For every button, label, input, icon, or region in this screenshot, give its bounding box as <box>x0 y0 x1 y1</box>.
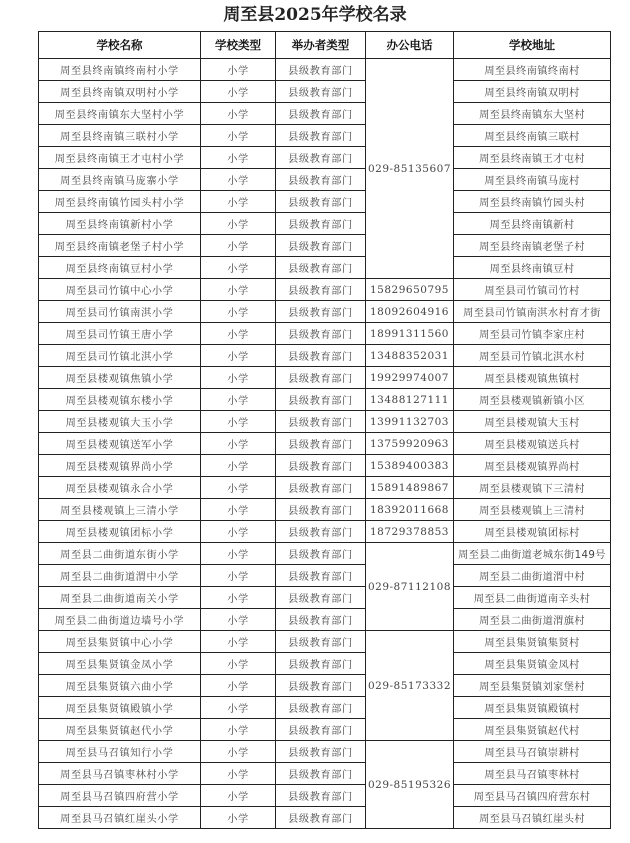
school-name-cell: 周至县楼观镇送军小学 <box>39 433 201 455</box>
sponsor-type-cell: 县级教育部门 <box>276 477 366 499</box>
school-name-cell: 周至县集贤镇金凤小学 <box>39 653 201 675</box>
sponsor-type-cell: 县级教育部门 <box>276 455 366 477</box>
school-name-cell: 周至县集贤镇六曲小学 <box>39 675 201 697</box>
sponsor-type-cell: 县级教育部门 <box>276 521 366 543</box>
school-address-cell: 周至县楼观镇送兵村 <box>454 433 611 455</box>
school-address-cell: 周至县司竹镇司竹村 <box>454 279 611 301</box>
school-name-cell: 周至县集贤镇殿镇小学 <box>39 697 201 719</box>
table-row <box>39 213 611 235</box>
sponsor-type-cell: 县级教育部门 <box>276 257 366 279</box>
school-type-cell: 小学 <box>201 763 276 785</box>
school-address-cell: 周至县集贤镇赵代村 <box>454 719 611 741</box>
school-type-cell: 小学 <box>201 741 276 763</box>
school-type-cell: 小学 <box>201 719 276 741</box>
sponsor-type-cell: 县级教育部门 <box>276 499 366 521</box>
school-name-cell: 周至县终南镇王才屯村小学 <box>39 147 201 169</box>
sponsor-type-cell: 县级教育部门 <box>276 301 366 323</box>
table-row <box>39 59 611 81</box>
school-type-cell: 小学 <box>201 609 276 631</box>
school-address-cell: 周至县楼观镇界尚村 <box>454 455 611 477</box>
school-name-cell: 周至县马召镇枣林村小学 <box>39 763 201 785</box>
sponsor-type-cell: 县级教育部门 <box>276 213 366 235</box>
sponsor-type-cell: 县级教育部门 <box>276 367 366 389</box>
office-phone-cell: 19929974007 <box>366 367 454 389</box>
sponsor-type-cell: 县级教育部门 <box>276 345 366 367</box>
school-address-cell: 周至县集贤镇殿镇村 <box>454 697 611 719</box>
table-row <box>39 301 611 323</box>
school-type-cell: 小学 <box>201 389 276 411</box>
table-row <box>39 587 611 609</box>
table-row <box>39 191 611 213</box>
header-sponsor-type: 举办者类型 <box>276 32 366 59</box>
table-row <box>39 103 611 125</box>
school-address-cell: 周至县终南镇豆村 <box>454 257 611 279</box>
sponsor-type-cell: 县级教育部门 <box>276 763 366 785</box>
school-name-cell: 周至县二曲街道东街小学 <box>39 543 201 565</box>
sponsor-type-cell: 县级教育部门 <box>276 697 366 719</box>
school-type-cell: 小学 <box>201 191 276 213</box>
school-name-cell: 周至县司竹镇北淇小学 <box>39 345 201 367</box>
school-type-cell: 小学 <box>201 257 276 279</box>
school-address-cell: 周至县楼观镇下三清村 <box>454 477 611 499</box>
table-row <box>39 433 611 455</box>
table-row <box>39 543 611 565</box>
school-address-cell: 周至县马召镇红崖头村 <box>454 807 611 829</box>
school-type-cell: 小学 <box>201 631 276 653</box>
table-row <box>39 323 611 345</box>
school-name-cell: 周至县终南镇新村小学 <box>39 213 201 235</box>
school-name-cell: 周至县二曲街道边墙号小学 <box>39 609 201 631</box>
school-name-cell: 周至县集贤镇中心小学 <box>39 631 201 653</box>
school-address-cell: 周至县马召镇崇耕村 <box>454 741 611 763</box>
school-address-cell: 周至县终南镇王才屯村 <box>454 147 611 169</box>
header-school-type: 学校类型 <box>201 32 276 59</box>
school-name-cell: 周至县司竹镇南淇小学 <box>39 301 201 323</box>
table-row <box>39 235 611 257</box>
school-type-cell: 小学 <box>201 235 276 257</box>
table-row <box>39 521 611 543</box>
sponsor-type-cell: 县级教育部门 <box>276 719 366 741</box>
school-name-cell: 周至县终南镇老堡子村小学 <box>39 235 201 257</box>
table-row <box>39 763 611 785</box>
table-row <box>39 367 611 389</box>
sponsor-type-cell: 县级教育部门 <box>276 103 366 125</box>
sponsor-type-cell: 县级教育部门 <box>276 675 366 697</box>
school-address-cell: 周至县马召镇四府营东村 <box>454 785 611 807</box>
school-address-cell: 周至县终南镇新村 <box>454 213 611 235</box>
office-phone-cell: 13759920963 <box>366 433 454 455</box>
table-row <box>39 279 611 301</box>
school-address-cell: 周至县终南镇老堡子村 <box>454 235 611 257</box>
school-type-cell: 小学 <box>201 543 276 565</box>
table-row <box>39 81 611 103</box>
school-name-cell: 周至县楼观镇团标小学 <box>39 521 201 543</box>
table-row <box>39 411 611 433</box>
sponsor-type-cell: 县级教育部门 <box>276 807 366 829</box>
school-address-cell: 周至县楼观镇新镇小区 <box>454 389 611 411</box>
school-name-cell: 周至县司竹镇中心小学 <box>39 279 201 301</box>
school-name-cell: 周至县终南镇双明村小学 <box>39 81 201 103</box>
sponsor-type-cell: 县级教育部门 <box>276 59 366 81</box>
office-phone-cell: 13488127111 <box>366 389 454 411</box>
school-address-cell: 周至县二曲街道渭旗村 <box>454 609 611 631</box>
school-type-cell: 小学 <box>201 477 276 499</box>
sponsor-type-cell: 县级教育部门 <box>276 235 366 257</box>
office-phone-cell: 15829650795 <box>366 279 454 301</box>
header-school-name: 学校名称 <box>39 32 201 59</box>
sponsor-type-cell: 县级教育部门 <box>276 433 366 455</box>
school-type-cell: 小学 <box>201 81 276 103</box>
school-type-cell: 小学 <box>201 785 276 807</box>
sponsor-type-cell: 县级教育部门 <box>276 785 366 807</box>
table-row <box>39 147 611 169</box>
school-name-cell: 周至县楼观镇大玉小学 <box>39 411 201 433</box>
table-row <box>39 631 611 653</box>
sponsor-type-cell: 县级教育部门 <box>276 653 366 675</box>
school-name-cell: 周至县终南镇东大坚村小学 <box>39 103 201 125</box>
school-type-cell: 小学 <box>201 499 276 521</box>
school-type-cell: 小学 <box>201 103 276 125</box>
sponsor-type-cell: 县级教育部门 <box>276 147 366 169</box>
school-name-cell: 周至县集贤镇赵代小学 <box>39 719 201 741</box>
office-phone-cell: 15389400383 <box>366 455 454 477</box>
school-type-cell: 小学 <box>201 345 276 367</box>
school-name-cell: 周至县终南镇终南村小学 <box>39 59 201 81</box>
school-address-cell: 周至县终南镇竹园头村 <box>454 191 611 213</box>
school-address-cell: 周至县二曲街道南辛头村 <box>454 587 611 609</box>
sponsor-type-cell: 县级教育部门 <box>276 389 366 411</box>
school-type-cell: 小学 <box>201 323 276 345</box>
school-address-cell: 周至县楼观镇团标村 <box>454 521 611 543</box>
school-address-cell: 周至县集贤镇金凤村 <box>454 653 611 675</box>
school-name-cell: 周至县楼观镇上三清小学 <box>39 499 201 521</box>
school-address-cell: 周至县终南镇终南村 <box>454 59 611 81</box>
school-name-cell: 周至县终南镇竹园头村小学 <box>39 191 201 213</box>
school-name-cell: 周至县马召镇四府营小学 <box>39 785 201 807</box>
sponsor-type-cell: 县级教育部门 <box>276 279 366 301</box>
school-address-cell: 周至县司竹镇北淇水村 <box>454 345 611 367</box>
school-type-cell: 小学 <box>201 433 276 455</box>
office-phone-cell: 029-87112108 <box>366 543 454 631</box>
school-directory-table <box>38 31 611 829</box>
school-name-cell: 周至县司竹镇王唐小学 <box>39 323 201 345</box>
sponsor-type-cell: 县级教育部门 <box>276 411 366 433</box>
school-type-cell: 小学 <box>201 213 276 235</box>
school-type-cell: 小学 <box>201 367 276 389</box>
table-header-row <box>39 32 611 59</box>
table-row <box>39 499 611 521</box>
sponsor-type-cell: 县级教育部门 <box>276 609 366 631</box>
school-type-cell: 小学 <box>201 125 276 147</box>
table-row <box>39 697 611 719</box>
school-type-cell: 小学 <box>201 301 276 323</box>
table-row <box>39 477 611 499</box>
sponsor-type-cell: 县级教育部门 <box>276 191 366 213</box>
school-name-cell: 周至县二曲街道南关小学 <box>39 587 201 609</box>
school-address-cell: 周至县马召镇枣林村 <box>454 763 611 785</box>
school-type-cell: 小学 <box>201 565 276 587</box>
school-type-cell: 小学 <box>201 521 276 543</box>
school-type-cell: 小学 <box>201 169 276 191</box>
school-name-cell: 周至县楼观镇永合小学 <box>39 477 201 499</box>
school-type-cell: 小学 <box>201 147 276 169</box>
school-address-cell: 周至县终南镇东大坚村 <box>454 103 611 125</box>
sponsor-type-cell: 县级教育部门 <box>276 741 366 763</box>
school-address-cell: 周至县二曲街道渭中村 <box>454 565 611 587</box>
sponsor-type-cell: 县级教育部门 <box>276 631 366 653</box>
header-office-phone: 办公电话 <box>366 32 454 59</box>
school-name-cell: 周至县终南镇豆村小学 <box>39 257 201 279</box>
school-type-cell: 小学 <box>201 587 276 609</box>
table-row <box>39 719 611 741</box>
school-type-cell: 小学 <box>201 455 276 477</box>
sponsor-type-cell: 县级教育部门 <box>276 323 366 345</box>
school-address-cell: 周至县司竹镇李家庄村 <box>454 323 611 345</box>
sponsor-type-cell: 县级教育部门 <box>276 565 366 587</box>
sponsor-type-cell: 县级教育部门 <box>276 587 366 609</box>
office-phone-cell: 18392011668 <box>366 499 454 521</box>
school-name-cell: 周至县马召镇红崖头小学 <box>39 807 201 829</box>
header-school-address: 学校地址 <box>454 32 611 59</box>
table-row <box>39 345 611 367</box>
school-address-cell: 周至县司竹镇南淇水村育才街 <box>454 301 611 323</box>
table-row <box>39 125 611 147</box>
sponsor-type-cell: 县级教育部门 <box>276 125 366 147</box>
table-row <box>39 609 611 631</box>
school-address-cell: 周至县终南镇马庞村 <box>454 169 611 191</box>
school-address-cell: 周至县二曲街道老城东街149号 <box>454 543 611 565</box>
school-type-cell: 小学 <box>201 59 276 81</box>
table-row <box>39 455 611 477</box>
office-phone-cell: 029-85135607 <box>366 59 454 279</box>
school-name-cell: 周至县终南镇三联村小学 <box>39 125 201 147</box>
school-address-cell: 周至县集贤镇集贤村 <box>454 631 611 653</box>
table-row <box>39 807 611 829</box>
school-address-cell: 周至县楼观镇大玉村 <box>454 411 611 433</box>
table-row <box>39 675 611 697</box>
office-phone-cell: 13991132703 <box>366 411 454 433</box>
school-type-cell: 小学 <box>201 653 276 675</box>
table-row <box>39 257 611 279</box>
page-title: 周至县2025年学校名录 <box>223 5 407 25</box>
office-phone-cell: 029-85195326 <box>366 741 454 829</box>
table-row <box>39 565 611 587</box>
table-row <box>39 389 611 411</box>
school-type-cell: 小学 <box>201 807 276 829</box>
table-row <box>39 785 611 807</box>
office-phone-cell: 13488352031 <box>366 345 454 367</box>
school-address-cell: 周至县楼观镇焦镇村 <box>454 367 611 389</box>
school-name-cell: 周至县楼观镇界尚小学 <box>39 455 201 477</box>
school-address-cell: 周至县终南镇三联村 <box>454 125 611 147</box>
office-phone-cell: 18991311560 <box>366 323 454 345</box>
school-type-cell: 小学 <box>201 697 276 719</box>
school-address-cell: 周至县楼观镇上三清村 <box>454 499 611 521</box>
school-type-cell: 小学 <box>201 279 276 301</box>
school-type-cell: 小学 <box>201 675 276 697</box>
office-phone-cell: 18729378853 <box>366 521 454 543</box>
school-address-cell: 周至县集贤镇刘家堡村 <box>454 675 611 697</box>
school-name-cell: 周至县马召镇知行小学 <box>39 741 201 763</box>
school-type-cell: 小学 <box>201 411 276 433</box>
school-name-cell: 周至县楼观镇焦镇小学 <box>39 367 201 389</box>
sponsor-type-cell: 县级教育部门 <box>276 81 366 103</box>
office-phone-cell: 15891489867 <box>366 477 454 499</box>
sponsor-type-cell: 县级教育部门 <box>276 543 366 565</box>
school-name-cell: 周至县终南镇马庞寨小学 <box>39 169 201 191</box>
office-phone-cell: 18092604916 <box>366 301 454 323</box>
table-row <box>39 741 611 763</box>
table-row <box>39 653 611 675</box>
school-name-cell: 周至县楼观镇东楼小学 <box>39 389 201 411</box>
table-row <box>39 169 611 191</box>
school-name-cell: 周至县二曲街道渭中小学 <box>39 565 201 587</box>
sponsor-type-cell: 县级教育部门 <box>276 169 366 191</box>
school-address-cell: 周至县终南镇双明村 <box>454 81 611 103</box>
office-phone-cell: 029-85173332 <box>366 631 454 741</box>
